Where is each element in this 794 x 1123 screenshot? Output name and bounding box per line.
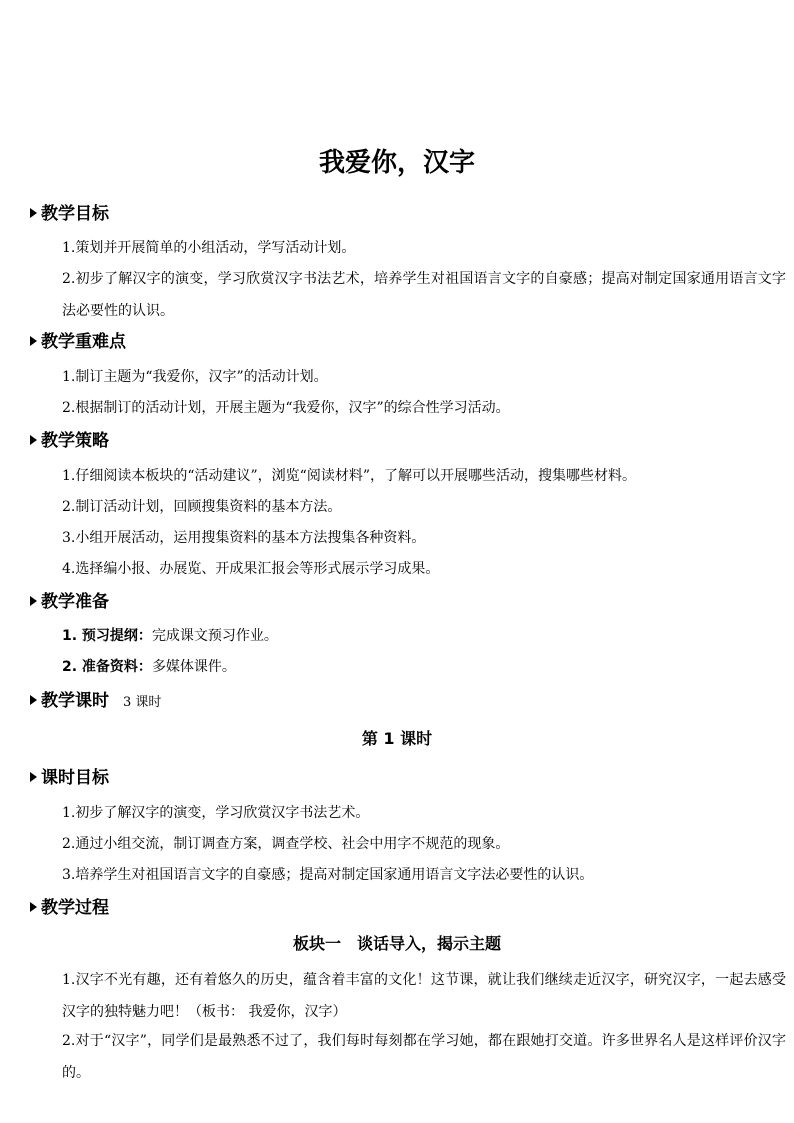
goal-item-2: 2.初步了解汉字的演变，学习欣赏汉字书法艺术，培养学生对祖国语言文字的自豪感；提高对制定国家通用语言文字法必要性的认识。 (62, 271, 786, 319)
section-heading-process: 教学过程 (30, 896, 109, 920)
section-heading-goals: 教学目标 (30, 202, 109, 226)
triangle-bullet-icon (30, 596, 37, 606)
section-heading-strategy: 教学策略 (30, 429, 109, 453)
lesson-goal-item-2: 2.通过小组交流，制订调查方案，调查学校、社会中用字不规范的现象。 (62, 836, 510, 852)
preparation-item-2 (30, 651, 786, 683)
triangle-bullet-icon (30, 902, 37, 912)
preparation-label: 2. 准备资料： (62, 659, 152, 675)
section-heading-hours: 教学课时 3 课时 (30, 689, 161, 713)
goal-item-1: 1.策划并开展简单的小组活动，学写活动计划。 (62, 240, 356, 256)
key-point-item-1: 1.制订主题为“我爱你，汉字”的活动计划。 (62, 369, 328, 385)
lesson-title: 第 1 课时 (361, 729, 433, 748)
document-title: 我爱你，汉字 (318, 148, 475, 178)
process-item-1: 1.汉字不光有趣，还有着悠久的历史，蕴含着丰富的文化！这节课，就让我们继续走近汉字，研究汉字，一起去感受汉字的独特魅力吧！（板书： 我爱你，汉字） (62, 972, 786, 1020)
strategy-item-1: 1.仔细阅读本板块的“活动建议”，浏览“阅读材料”，了解可以开展哪些活动，搜集哪些材料。 (62, 468, 636, 484)
lesson-goal-item-1: 1.初步了解汉字的演变，学习欣赏汉字书法艺术。 (62, 805, 370, 821)
hours-value: 3 课时 (123, 695, 162, 710)
lesson-goal-item-3: 3.培养学生对祖国语言文字的自豪感；提高对制定国家通用语言文字法必要性的认识。 (62, 867, 594, 883)
section-heading-preparation: 教学准备 (30, 590, 109, 614)
triangle-bullet-icon (30, 772, 37, 782)
section-heading-lesson-goals: 课时目标 (30, 766, 109, 790)
strategy-item-2: 2.制订活动计划，回顾搜集资料的基本方法。 (62, 499, 342, 515)
section-heading-key-points: 教学重难点 (30, 330, 126, 354)
triangle-bullet-icon (30, 435, 37, 445)
process-item-2: 2.对于“汉字”，同学们是最熟悉不过了，我们每时每刻都在学习她，都在跟她打交道。许多世界名人是这样评价汉字的。 (62, 1033, 786, 1081)
triangle-bullet-icon (30, 336, 37, 346)
preparation-text: 多媒体课件。 (151, 659, 236, 675)
preparation-item-1 (30, 620, 786, 652)
block-title: 板块一 谈话导入，揭示主题 (292, 934, 501, 953)
key-point-item-2: 2.根据制订的活动计划，开展主题为“我爱你，汉字”的综合性学习活动。 (62, 400, 510, 416)
preparation-text: 完成课文预习作业。 (151, 628, 278, 644)
preparation-label: 1. 预习提纲： (62, 628, 152, 644)
triangle-bullet-icon (30, 208, 37, 218)
triangle-bullet-icon (30, 695, 37, 705)
strategy-item-3: 3.小组开展活动，运用搜集资料的基本方法搜集各种资料。 (62, 530, 426, 546)
strategy-item-4: 4.选择编小报、办展览、开成果汇报会等形式展示学习成果。 (62, 561, 440, 577)
